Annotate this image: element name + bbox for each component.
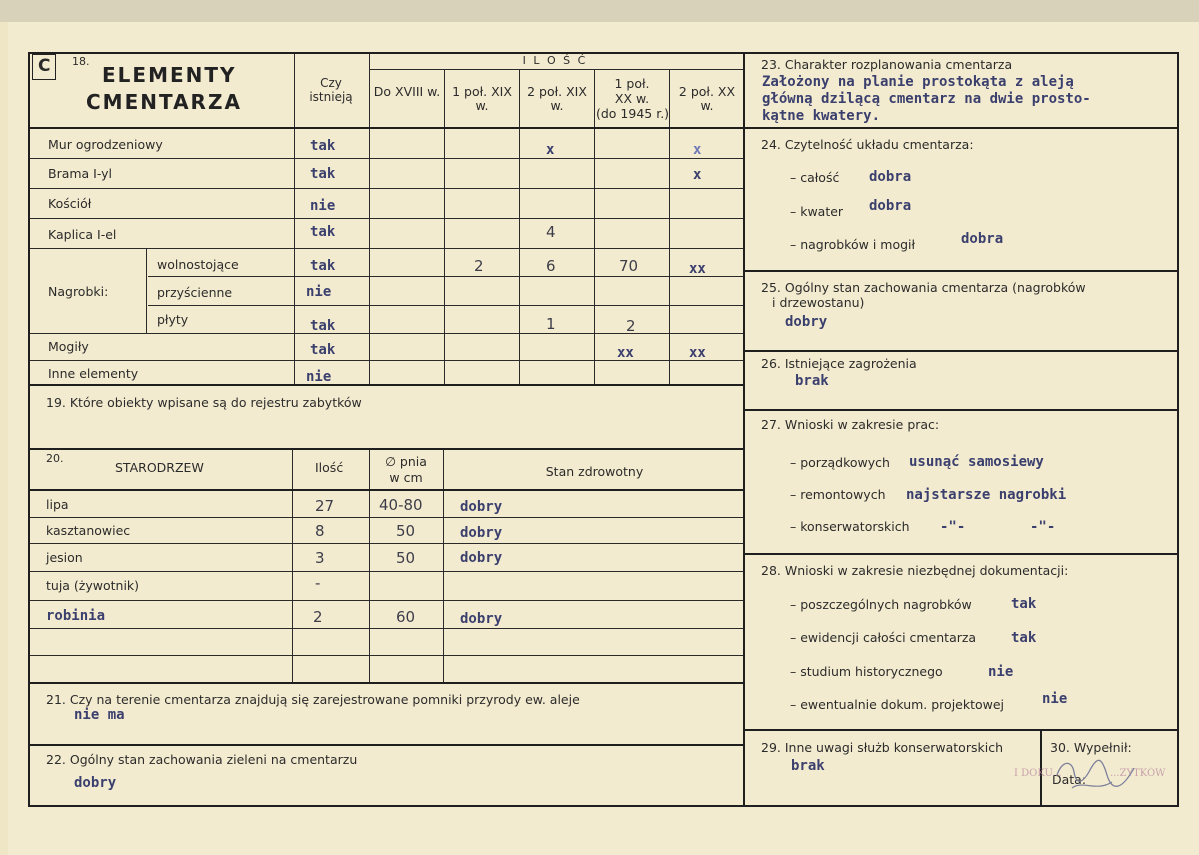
tree-health: dobry xyxy=(460,499,503,515)
starodrzew-title: STARODRZEW xyxy=(115,460,204,475)
row-label: płyty xyxy=(157,312,189,327)
section-23-answer: Założony na planie prostokąta z aleją xyxy=(762,74,1074,90)
section-18-number: 18. xyxy=(72,55,90,68)
konserwatorskich-value-1: -"- xyxy=(940,519,966,535)
col-czy-istnieja: Czy istnieją xyxy=(309,76,353,104)
tree-count: 8 xyxy=(315,522,325,540)
section-21-label: 21. Czy na terenie cmentarza znajdują się zarejestrowane pomniki przyrody ew. aleje xyxy=(46,692,580,707)
section-20-number: 20. xyxy=(46,452,64,465)
tree-diameter: 50 xyxy=(396,549,416,567)
paper-top-edge xyxy=(0,0,1199,22)
section-18-title-line2: CMENTARZA xyxy=(86,90,242,114)
tree-count: - xyxy=(315,574,321,592)
col-stan-zdrowotny: Stan zdrowotny xyxy=(545,464,644,479)
section-23-label: 23. Charakter rozplanowania cmentarza xyxy=(761,57,1013,72)
row-label: Kaplica I-el xyxy=(48,227,117,242)
cell-2pol20: xx xyxy=(689,345,706,361)
section-27-label: 27. Wnioski w zakresie prac: xyxy=(761,417,940,432)
cell-2pol20: xx xyxy=(689,261,706,277)
row-label: Brama I-yl xyxy=(48,166,113,181)
col-pnia-a: ∅ pnia xyxy=(385,454,427,469)
section-21-answer: nie ma xyxy=(74,707,125,723)
section-19-label: 19. Które obiekty wpisane są do rejestru zabytków xyxy=(46,395,362,410)
row-label: Inne elementy xyxy=(48,366,139,381)
czy-value: tak xyxy=(310,224,336,240)
studium-label: – studium historycznego xyxy=(790,664,943,679)
cell-1pol20: xx xyxy=(617,345,634,361)
cell-1pol20: 2 xyxy=(626,317,636,335)
projektowej-label: – ewentualnie dokum. projektowej xyxy=(790,697,1005,712)
czy-value: tak xyxy=(310,342,336,358)
cell-2pol19: x xyxy=(546,142,555,158)
tree-name: jesion xyxy=(46,550,83,565)
tree-health: dobry xyxy=(460,611,503,627)
col-1pol-xx-c: (do 1945 r.) xyxy=(596,106,670,121)
row-label: Mogiły xyxy=(48,339,89,354)
col-ilosc: Ilość xyxy=(315,460,344,475)
tree-health: dobry xyxy=(460,550,503,566)
cell-2pol20: x xyxy=(693,167,702,183)
col-1pol-xx-b: XX w. xyxy=(614,91,650,106)
porzadkowych-value: usunąć samosiewy xyxy=(909,454,1044,470)
section-29-label: 29. Inne uwagi służb konserwatorskich xyxy=(761,740,1003,755)
remontowych-label: – remontowych xyxy=(790,487,886,502)
tree-count: 27 xyxy=(315,497,335,515)
cell-2pol19: 6 xyxy=(546,257,556,275)
row-label: wolnostojące xyxy=(157,257,239,272)
czy-value: tak xyxy=(310,166,336,182)
nagrobkow-doc-label: – poszczególnych nagrobków xyxy=(790,597,972,612)
konserwatorskich-value-2: -"- xyxy=(1030,519,1056,535)
col-1pol-xix: 1 poł. XIX w. xyxy=(452,84,512,113)
section-letter: C xyxy=(38,56,51,76)
kwater-value: dobra xyxy=(869,198,912,214)
col-2pol-xix: 2 poł. XIX w. xyxy=(527,84,587,113)
section-25-label-2: i drzewostanu) xyxy=(772,295,865,310)
czy-value: tak xyxy=(310,318,336,334)
ewidencji-value: tak xyxy=(1011,630,1037,646)
cell-1pol20: 70 xyxy=(619,257,639,275)
stamp-text: ...ZYTKÓW xyxy=(1110,768,1166,779)
section-23-answer: kątne kwatery. xyxy=(762,108,881,124)
tree-name: kasztanowiec xyxy=(46,523,131,538)
nagrobki-label: Nagrobki: xyxy=(48,284,109,299)
section-24-label: 24. Czytelność układu cmentarza: xyxy=(761,137,974,152)
nagrobkow-doc-value: tak xyxy=(1011,596,1037,612)
tree-diameter: 50 xyxy=(396,522,416,540)
row-label: Mur ogrodzeniowy xyxy=(48,137,163,152)
nagrobkow-value: dobra xyxy=(961,231,1004,247)
cell-2pol19: 1 xyxy=(546,315,556,333)
ilosc-header: I L O Ś Ć xyxy=(522,54,588,67)
col-1pol-xx-a: 1 poł. xyxy=(614,76,650,91)
section-23-answer: główną dzilącą cmentarz na dwie prosto- xyxy=(762,91,1091,107)
czy-value: nie xyxy=(306,284,332,300)
porzadkowych-label: – porządkowych xyxy=(790,455,890,470)
col-2pol-xx: 2 poł. XX w. xyxy=(678,84,736,113)
signature-scribble xyxy=(1052,750,1142,800)
col-pnia-b: w cm xyxy=(389,470,423,485)
kwater-label: – kwater xyxy=(790,204,844,219)
calosc-label: – całość xyxy=(790,170,840,185)
section-30-label: 30. Wypełnił: xyxy=(1050,740,1132,755)
konserwatorskich-label: – konserwatorskich xyxy=(790,519,910,534)
section-letter-box xyxy=(32,54,56,80)
czy-value: tak xyxy=(310,138,336,154)
tree-count: 2 xyxy=(313,608,323,626)
tree-diameter: 60 xyxy=(396,608,416,626)
section-22-answer: dobry xyxy=(74,775,117,791)
stamp-text: I DOKU... xyxy=(1014,768,1062,779)
czy-value: tak xyxy=(310,258,336,274)
section-25-answer: dobry xyxy=(785,314,828,330)
remontowych-value: najstarsze nagrobki xyxy=(906,487,1067,503)
tree-name: robinia xyxy=(46,608,106,624)
tree-health: dobry xyxy=(460,525,503,541)
section-29-answer: brak xyxy=(791,758,825,774)
projektowej-value: nie xyxy=(1042,691,1068,707)
col-do-xviii: Do XVIII w. xyxy=(373,84,441,99)
tree-count: 3 xyxy=(315,549,325,567)
czy-value: nie xyxy=(306,369,332,385)
section-18-title-line1: ELEMENTY xyxy=(102,63,237,87)
section-30-data-label: Data: xyxy=(1052,772,1087,787)
tree-diameter: 40-80 xyxy=(379,496,423,514)
ewidencji-label: – ewidencji całości cmentarza xyxy=(790,630,977,645)
section-25-label: 25. Ogólny stan zachowania cmentarza (nagrobków xyxy=(761,280,1086,295)
row-label: Kościół xyxy=(48,196,92,211)
section-26-label: 26. Istniejące zagrożenia xyxy=(761,356,917,371)
tree-name: lipa xyxy=(46,497,69,512)
cell-1pol19: 2 xyxy=(474,257,484,275)
studium-value: nie xyxy=(988,664,1014,680)
cell-2pol19: 4 xyxy=(546,223,556,241)
calosc-value: dobra xyxy=(869,169,912,185)
section-26-answer: brak xyxy=(795,373,829,389)
czy-value: nie xyxy=(310,198,336,214)
cell-2pol20: x xyxy=(693,142,702,158)
section-22-label: 22. Ogólny stan zachowania zieleni na cmentarzu xyxy=(46,752,358,767)
tree-name: tuja (żywotnik) xyxy=(46,578,140,593)
nagrobkow-label: – nagrobków i mogił xyxy=(790,237,916,252)
row-label: przyścienne xyxy=(157,285,233,300)
section-28-label: 28. Wnioski w zakresie niezbędnej dokumentacji: xyxy=(761,563,1069,578)
